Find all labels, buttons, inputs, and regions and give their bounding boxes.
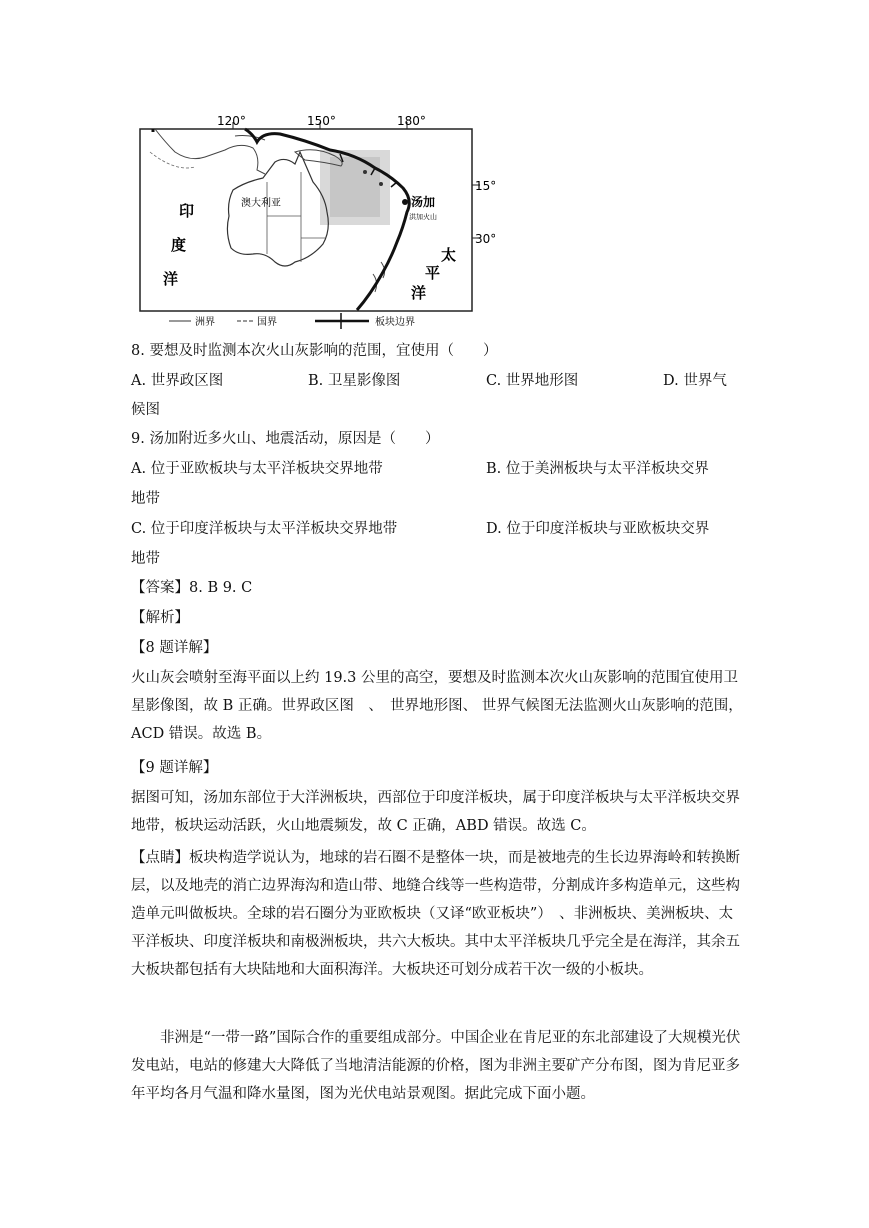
detail8-text: 火山灰会喷射至海平面以上约 19.3 公里的高空，要想及时监测本次火山灰影响的范围宜使用卫星影像图，故 B 正确。世界政区图 、 世界地形图、 世界气候图无法监测火山灰影响的范围，ACD 错误。故选 B。 [131,670,743,742]
australia-label: 澳大利亚 [241,198,281,209]
q9-option-a: A. 位于亚欧板块与太平洋板块交界地带 [131,461,383,477]
plate-map [135,112,495,334]
q8-stem: 8. 要想及时监测本次火山灰影响的范围，宜使用（ ） [131,343,498,359]
answer-line: 【答案】8. B 9. C [131,580,253,596]
pacific-ocean-label-2: 平 [425,264,441,282]
q9-stem: 9. 汤加附近多火山、地震活动，原因是（ ） [131,431,440,447]
detail9-text: 据图可知，汤加东部位于大洋洲板块，西部位于印度洋板块，属于印度洋板块与太平洋板块交界地带，板块运动活跃，火山地震频发，故 C 正确，ABD 错误。故选 C。 [131,790,740,834]
indian-ocean-label-3: 洋 [163,270,179,288]
lon-label-150: 150° [307,114,336,128]
q9-option-b-cont: 地带 [131,491,160,507]
legend-country-border: 国界 [257,317,277,328]
tip-paragraph: 【点睛】板块构造学说认为，地球的岩石圈不是整体一块，而是被地壳的生长边界海岭和转换断层，以及地壳的消亡边界海沟和造山带、地缝合线等一些构造带，分割成许多构造单元，这些构造单元叫做板块。全球的岩石圈分为亚欧板块（又译“欧亚板块”） 、非洲板块、美洲板块、太平洋板块、印度洋板块和南极洲板块，共六大板块。其中太平洋板块几乎完全是在海洋，其余五大板块都包括有大块陆地和大面积海洋。大板块还可划分成若干次一级的小板块。 [131,850,740,978]
indian-ocean-label-1: 印 [179,202,195,220]
indian-ocean-label-2: 度 [171,236,187,254]
q8-option-a: A. 世界政区图 [131,373,224,389]
pacific-ocean-label-1: 太 [441,246,457,264]
pacific-ocean-label-3: 洋 [411,284,427,302]
legend-plate-border: 板块边界 [375,317,415,328]
lon-label-120: 120° [217,114,246,128]
legend-continent-border: 洲界 [195,317,215,328]
detail9-heading: 【9 题详解】 [131,760,218,776]
detail8-heading: 【8 题详解】 [131,640,218,656]
q9-option-d-cont: 地带 [131,551,160,567]
intro-paragraph: 非洲是“一带一路”国际合作的重要组成部分。中国企业在肯尼亚的东北部建设了大规模光伏发电站，电站的修建大大降低了当地清洁能源的价格，图为非洲主要矿产分布图，图为肯尼亚多年平均各月气温和降水量图，图为光伏电站景观图。据此完成下面小题。 [131,1030,741,1102]
lat-label-15: 15° [475,179,495,193]
q8-option-d: D. 世界气 [663,373,727,389]
q9-option-d: D. 位于印度洋板块与亚欧板块交界 [486,521,710,537]
q8-option-b: B. 卫星影像图 [308,373,401,389]
q9-option-b: B. 位于美洲板块与太平洋板块交界 [486,461,709,477]
plate-map-figure [135,112,495,334]
q9-option-c: C. 位于印度洋板块与太平洋板块交界地带 [131,521,398,537]
tonga-label: 汤加 [411,195,436,209]
q8-option-c: C. 世界地形图 [486,373,579,389]
lat-label-30: 30° [475,232,495,246]
lon-label-180: 180° [397,114,426,128]
analysis-heading: 【解析】 [131,610,189,626]
q8-option-d-cont: 候图 [131,402,160,418]
tonga-volcano-label: 洪加火山 [409,213,437,221]
